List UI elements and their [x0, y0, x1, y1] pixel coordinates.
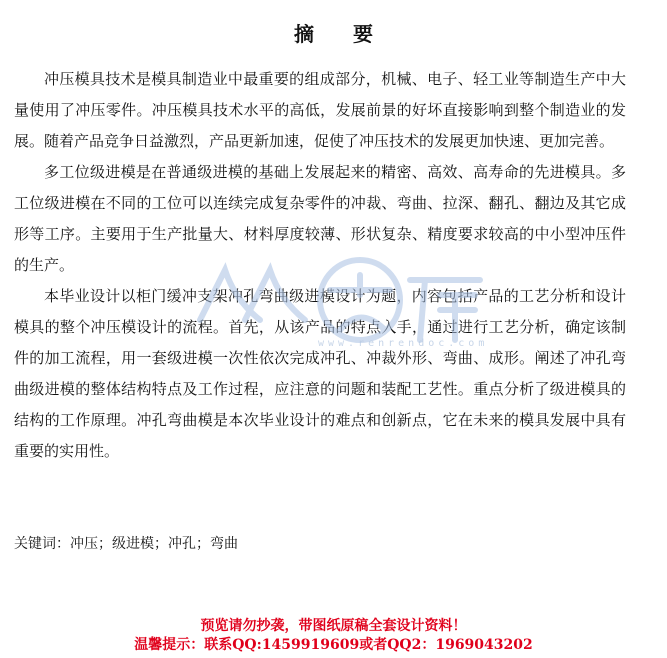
abstract-body	[14, 64, 626, 467]
abstract-paragraph-1: 冲压模具技术是模具制造业中最重要的组成部分，机械、电子、轻工业等制造生产中大量使用了冲压零件。冲压模具技术水平的高低，发展前景的好坏直接影响到整个制造业的发展。随着产品竞争日益激烈，产品更新加速，促使了冲压技术的发展更加快速、更加完善。	[14, 70, 626, 150]
keywords: 关键词：冲压；级进模；冲孔；弯曲	[14, 536, 238, 552]
preview-notice: 预览请勿抄袭，带图纸原稿全套设计资料！	[200, 618, 467, 634]
watermark-url: www.renrendoc.com	[318, 338, 489, 349]
abstract-paragraph-3: 本毕业设计以柜门缓冲支架冲孔弯曲级进模设计为题，内容包括产品的工艺分析和设计模具的整个冲压模设计的流程。首先，从该产品的特点入手，通过进行工艺分析，确定该制件的加工流程，用一套级进模一次性依次完成冲孔、冲裁外形、弯曲、成形。阐述了冲孔弯曲级进模的整体结构特点及工作过程，应注意的问题和装配工艺性。重点分析了级进模具的结构的工作原理。冲孔弯曲模是本次毕业设计的难点和创新点，它在未来的模具发展中具有重要的实用性。	[14, 287, 626, 460]
abstract-paragraph-2: 多工位级进模是在普通级进模的基础上发展起来的精密、高效、高寿命的先进模具。多工位级进模在不同的工位可以连续完成复杂零件的冲裁、弯曲、拉深、翻孔、翻边及其它成形等工序。主要用于生产批量大、材料厚度较薄、形状复杂、精度要求较高的中小型冲压件的生产。	[14, 163, 626, 274]
contact-notice: 温馨提示：联系QQ:1459919609或者QQ2：1969043202	[134, 637, 533, 653]
page-title: 摘 要	[294, 22, 389, 46]
